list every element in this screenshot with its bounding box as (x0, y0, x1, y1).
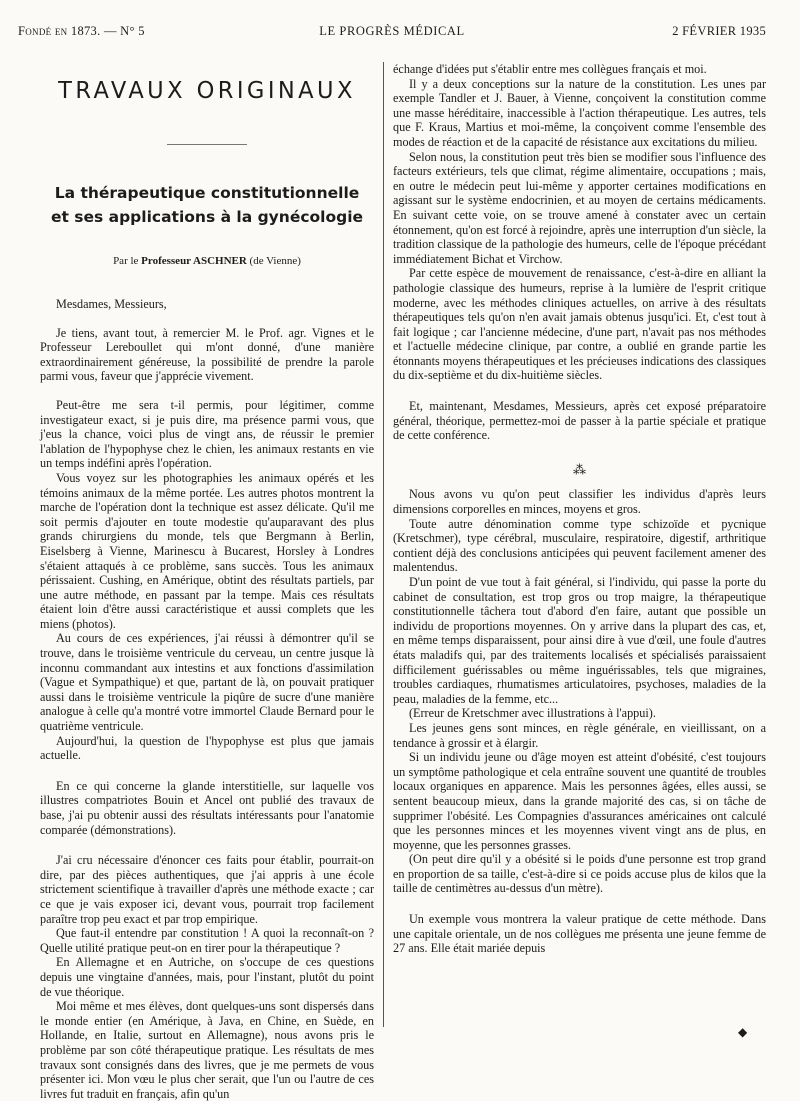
byline-prefix: Par le (113, 255, 142, 267)
paragraph: Vous voyez sur les photographies les animaux opérés et les témoins animaux de la même portée. Les autres photos montrent la marche de l'opération dont la technique est assez délicate. Qu'il me soit permis d'ajouter en toute modestie qu'auparavant des plus grands chirurgiens du monde, tels que Bergmann à Berlin, Eiselsberg à Vienne, Marinescu à Bucarest, Horsley à Londres s'étaient attaqués à ce problème, sans succès. Tous les animaux périssaient. Cushing, en Amérique, obtint des résultats partiels, par une autre méthode, en passant par la tempe. Mais ces résultats étaient loin d'être aussi caractéristique et aussi complets que les miens (photos). (40, 470, 374, 631)
paragraph: Par cette espèce de mouvement de renaissance, c'est-à-dire en alliant la pathologie classique des humeurs, reprise à la lumière de l'esprit critique moderne, avec les méthodes cliniques actuelles, on arrive à des résultats thérapeutiques tels qu'on n'en avait jamais obtenus jusqu'ici. Et, c'est tout à fait logique ; car l'ancienne médecine, d'une part, n'avait pas nos méthodes et l'actuelle médecine clinique, par contre, a oublié en grande partie les étonnants moyens thérapeutiques et les précieuses indications des classiques du dix-septième et du dix-huitième siècles. (393, 266, 766, 383)
article-title (40, 181, 374, 229)
salutation: Mesdames, Messieurs, (56, 297, 167, 311)
byline-suffix: (de Vienne) (246, 255, 301, 267)
paragraph: Un exemple vous montrera la valeur pratique de cette méthode. Dans une capitale orientale, un de nos collègues me présenta une jeune femme de 27 ans. Elle était mariée depuis (393, 912, 766, 956)
left-column (40, 62, 374, 1101)
byline (40, 255, 374, 267)
paragraph: Nous avons vu qu'on peut classifier les individus d'après leurs dimensions corporelles en minces, moyens et gros. (393, 487, 766, 517)
paragraph: Que faut-il entendre par constitution ! A quoi la reconnaît-on ? Quelle utilité pratique peut-on en tirer pour la thérapeutique ? (40, 926, 374, 955)
section-asterism: ⁂ (573, 461, 586, 477)
paragraph: (On peut dire qu'il y a obésité si le poids d'une personne est trop grand en proportion de sa taille, c'est-à-dire si ce poids accuse plus de kilos que la taille de centimètres au-dessus d'un mètre). (393, 852, 766, 896)
running-header (18, 24, 766, 42)
paragraph: En Allemagne et en Autriche, on s'occupe de ces questions depuis une vingtaine d'années, mais, pour l'instant, plutôt du point de vue théorique. (40, 955, 374, 999)
paragraph: Moi même et mes élèves, dont quelques-uns sont dispersés dans le monde entier (en Amérique, à Java, en Chine, en Suède, en Hollande, en Italie, surtout en Allemagne), nous avons pris le problème par son côté thérapeutique pratique. Les résultats de mes travaux sont consignés dans des livres, que je me permets de vous présenter ici. Mon vœu le plus cher serait, que l'un ou l'autre de ces livres fut traduit en français, afin qu'un (40, 999, 374, 1101)
header-founded: Fondé en 1873. — N° 5 (18, 24, 145, 38)
paragraph: Peut-être me sera t-il permis, pour légitimer, comme investigateur exact, si je puis dire, ma présence parmi vous, que j'eus la chance, voici plus de vingt ans, de réussir le premier l'ablation de l'hypophyse chez le chien, les animaux restants en vie un temps indéfini après l'opération. (40, 397, 374, 471)
right-column (393, 62, 766, 956)
paragraph: Selon nous, la constitution peut très bien se modifier sous l'influence des facteurs extérieurs, tels que climat, régime alimentaire, occupations ; mais, en outre le médecin peut lui-même y apporter certaines modifications en agissant sur le système endocrinien, et au moyen de certains médicaments. En suivant cette voie, on se trouve amené à constater avec un certain étonnement, qu'on est forcé à rejoindre, après une interruption d'un siècle, la tradition classique de la pathologie des humeurs, celle de l'époque précédant immédiatement Bichat et Virchow. (393, 149, 766, 266)
article-title-line-2: et ses applications à la gynécologie (50, 208, 364, 226)
paragraph: Il y a deux conceptions sur la nature de la constitution. Les unes par exemple Tandler et J. Bauer, à Vienne, conçoivent la constitution comme une masse héréditaire, inaccessible à l'action thérapeutique. Les autres, tels que F. Kraus, Martius et moi-même, la conçoivent comme l'ensemble des modes de réaction et de la capacité de résistance aux excitations du milieu. (393, 76, 766, 149)
paragraph: Je tiens, avant tout, à remercier M. le Prof. agr. Vignes et le Professeur Lereboullet qui m'ont donné, d'une manière extraordinairement généreuse, la possibilité de prendre la parole parmi vous, faveur que j'apprécie vivement. (40, 325, 374, 384)
paragraph: J'ai cru nécessaire d'énoncer ces faits pour établir, pourrait-on dire, par des pièces authentiques, que j'ai appris à une école strictement scientifique à travailler d'après une méthode exacte ; car ce que je vais exposer ici, devant vous, pourrait trop facilement paraître trop peu exact et par trop empirique. (40, 853, 374, 926)
header-journal-title: LE PROGRÈS MÉDICAL (319, 24, 465, 38)
paragraph: En ce qui concerne la glande interstitielle, sur laquelle vos illustres compatriotes Bouin et Ancel ont publié des travaux de base, j'ai pu obtenir aussi des résultats intéressants pour l'anatomie comparée (démonstrations). (40, 778, 374, 837)
paragraph: D'un point de vue tout à fait général, si l'individu, qui passe la porte du cabinet de consultation, est trop gros ou trop maigre, la thérapeutique constitutionnelle tâchera tout d'abord d'en faire, autant que possible un individu de proportions moyennes. On y arrive dans la plupart des cas, et, en même temps disparaissent, pour ainsi dire à vue d'œil, une foule d'autres états maladifs qui, par des traitements localisés et spécialisés paraissaient difficilement guérissables ou même inguérissables, tels que migraines, troubles cardiaques, rhumatismes articulatoires, psychoses, maladies de la peau, maladies de la femme, etc... (393, 575, 766, 706)
end-diamond-mark: ◆ (738, 1025, 748, 1039)
paragraph: (Erreur de Kretschmer avec illustrations à l'appui). (409, 706, 656, 721)
paragraph: Au cours de ces expériences, j'ai réussi à démontrer qu'il se trouve, dans le troisième ventricule du cerveau, un centre jusque là inconnu commandant aux intestins et aux fonctions d'assimilation (Vague et Sympathique) et que, partant de là, on pouvait pratiquer aussi dans le troisième ventricule la piqûre de sucre d'une manière analogue à celle qu'a montré votre immortel Claude Bernard pour le quatrième ventricule. (40, 631, 374, 734)
paragraph: Et, maintenant, Mesdames, Messieurs, après cet exposé préparatoire général, théorique, permettez-moi de passer à la partie spéciale et pratique de cette conférence. (393, 399, 766, 443)
paragraph: Les jeunes gens sont minces, en règle générale, en vieillissant, on a tendance à grossir et à élargir. (393, 720, 766, 750)
section-title: TRAVAUX ORIGINAUX (58, 78, 356, 104)
paragraph: Si un individu jeune ou d'âge moyen est atteint d'obésité, c'est toujours un symptôme pathologique et cela entraîne souvent une quantité de troubles locaux organiques en apparence. Mais les personnes âgées, elles aussi, se sentent beaucoup mieux, dans la grande majorité des cas, si on tâche de supprimer l'obésité. Les Compagnies d'assurances américaines ont calculé que les personnes minces et les moyennes vivent vingt ans de plus, en moyenne, que les personnes grasses. (393, 750, 766, 852)
paragraph: Toute autre dénomination comme type schizoïde et pycnique (Kretschmer), type cérébral, musculaire, respiratoire, digestif, arthritique contient déjà des conclusions anticipées qui peuvent facilement amener des malentendus. (393, 516, 766, 575)
header-date: 2 FÉVRIER 1935 (672, 24, 766, 38)
paragraph: échange d'idées put s'établir entre mes collègues français et moi. (393, 62, 707, 76)
paragraph: Aujourd'hui, la question de l'hypophyse est plus que jamais actuelle. (40, 733, 374, 763)
column-divider (383, 62, 384, 1027)
title-rule (167, 144, 247, 145)
article-title-line-1: La thérapeutique constitutionnelle (54, 184, 360, 202)
byline-author: Professeur ASCHNER (141, 255, 247, 267)
